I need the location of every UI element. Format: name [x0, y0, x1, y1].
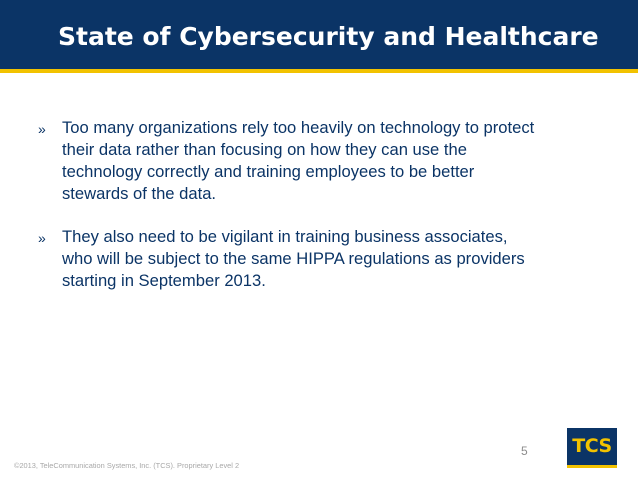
bullet-item: [38, 226, 538, 292]
bullet-marker-icon: »: [38, 230, 46, 246]
bullet-item: [38, 117, 538, 205]
page-number: 5: [521, 444, 528, 458]
bullet-text: Too many organizations rely too heavily on technology to protect their data rather than focusing on how they can use the technology correctly and training employees to be better stewards of the data.: [62, 118, 535, 203]
bullet-text: They also need to be vigilant in training business associates, who will be subject to the same HIPPA regulations as providers starting in September 2013.: [62, 227, 525, 290]
slide-title: State of Cybersecurity and Healthcare: [58, 22, 599, 51]
bullet-marker-icon: »: [38, 121, 46, 137]
title-bar-accent-line: [0, 69, 638, 73]
bullet-list: [38, 117, 538, 313]
tcs-logo: [567, 428, 617, 468]
footer-copyright: ©2013, TeleCommunication Systems, Inc. (TCS). Proprietary Level 2: [14, 461, 240, 470]
tcs-logo-text: TCS: [572, 435, 612, 457]
